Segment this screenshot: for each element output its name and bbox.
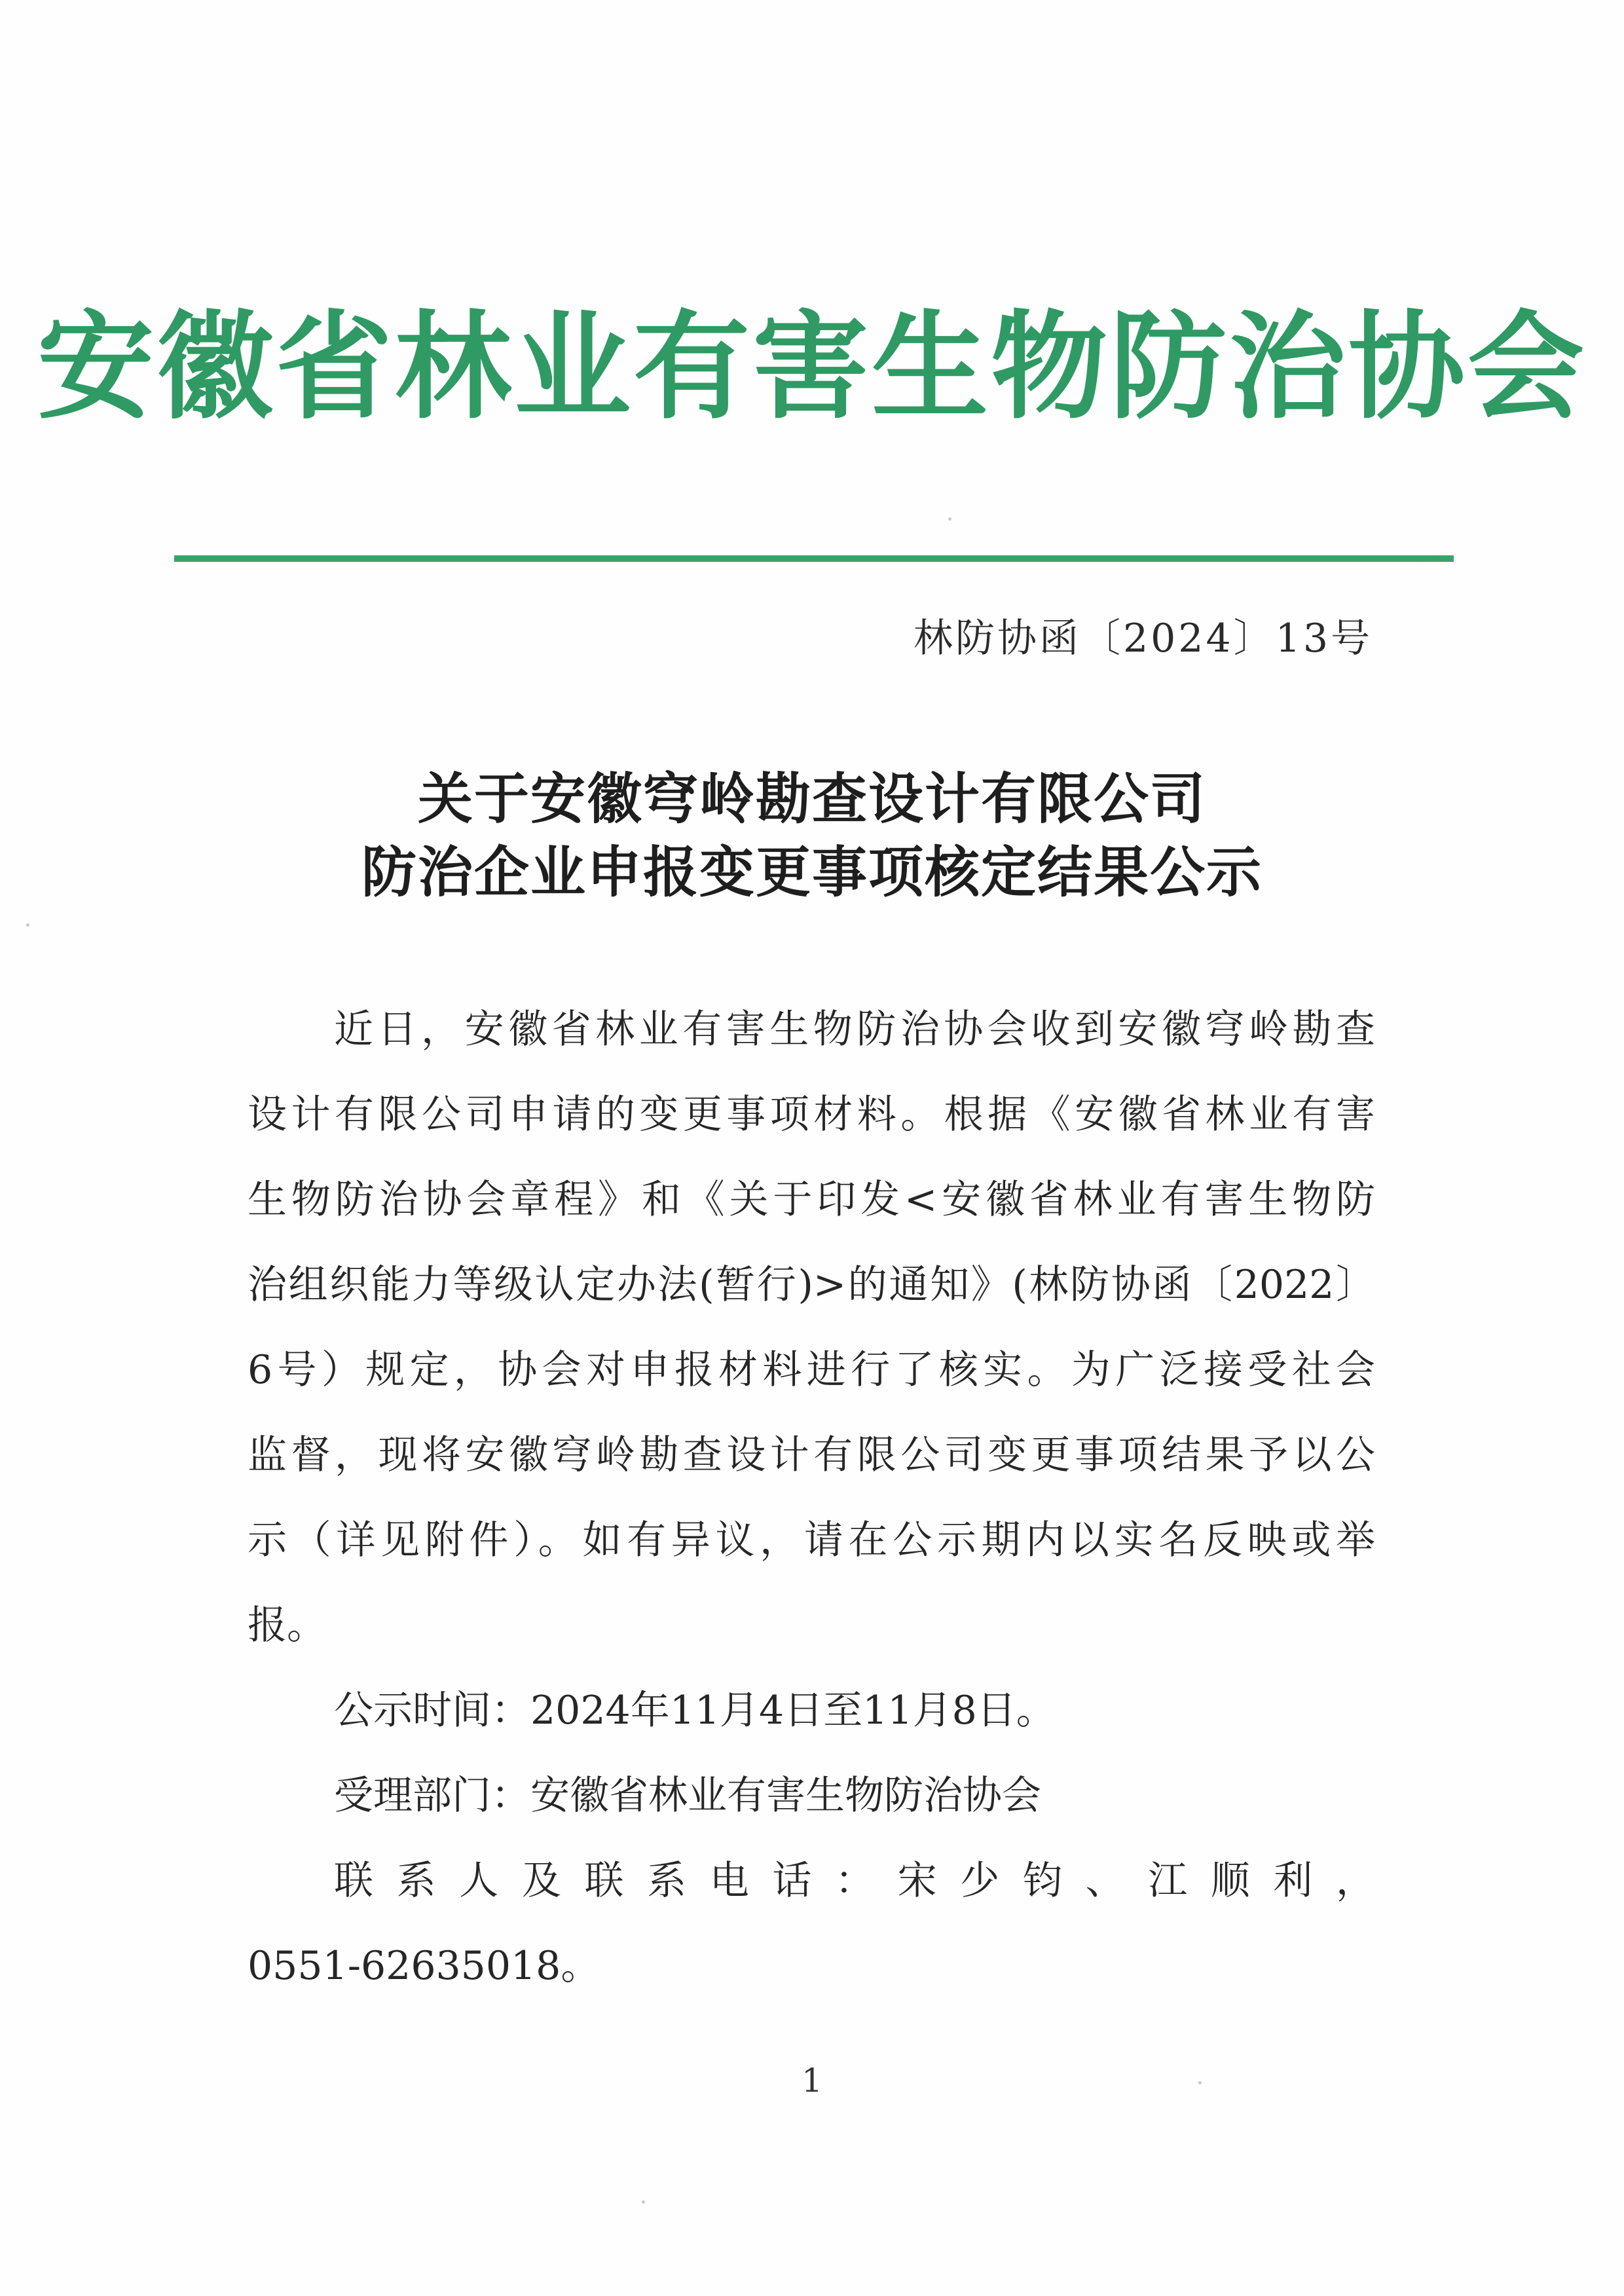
body-paragraph-line: 6号）规定，协会对申报材料进行了核实。为广泛接受社会 bbox=[248, 1347, 1375, 1393]
body-paragraph-line: 设计有限公司申请的变更事项材料。根据《安徽省林业有害 bbox=[248, 1092, 1375, 1138]
body-paragraph-line: 生物防治协会章程》和《关于印发<安徽省林业有害生物防 bbox=[248, 1177, 1375, 1223]
scan-speck bbox=[642, 2200, 645, 2204]
body-paragraph-line: 监督，现将安徽穹岭勘查设计有限公司变更事项结果予以公 bbox=[248, 1432, 1375, 1478]
contact-persons: 联系人及联系电话：宋少钧、江顺利， bbox=[334, 1858, 1375, 1904]
document-title-line-1: 关于安徽穹岭勘查设计有限公司 bbox=[417, 766, 1206, 831]
scan-speck bbox=[1198, 2081, 1202, 2084]
body-paragraph-line: 示（详见附件）。如有异议，请在公示期内以实名反映或举 bbox=[248, 1517, 1375, 1563]
letterhead-divider bbox=[174, 555, 1454, 562]
contact-phone: 0551-62635018。 bbox=[248, 1943, 600, 1989]
body-paragraph-line: 治组织能力等级认定办法(暂行)>的通知》(林防协函〔2022〕 bbox=[248, 1262, 1375, 1308]
body-paragraph-line: 近日，安徽省林业有害生物防治协会收到安徽穹岭勘查 bbox=[334, 1007, 1375, 1052]
scan-speck bbox=[948, 517, 951, 521]
organization-letterhead: 安徽省林业有害生物防治协会 bbox=[37, 298, 1587, 435]
body-paragraph-line: 报。 bbox=[248, 1602, 326, 1648]
publicity-period: 公示时间：2024年11月4日至11月8日。 bbox=[334, 1688, 1056, 1733]
page-number: 1 bbox=[802, 2062, 822, 2100]
document-number: 林防协函〔2024〕13号 bbox=[913, 616, 1373, 661]
document-title-line-2: 防治企业申报变更事项核定结果公示 bbox=[361, 840, 1263, 904]
receiving-department: 受理部门：安徽省林业有害生物防治协会 bbox=[334, 1773, 1041, 1819]
scan-speck bbox=[26, 923, 29, 927]
